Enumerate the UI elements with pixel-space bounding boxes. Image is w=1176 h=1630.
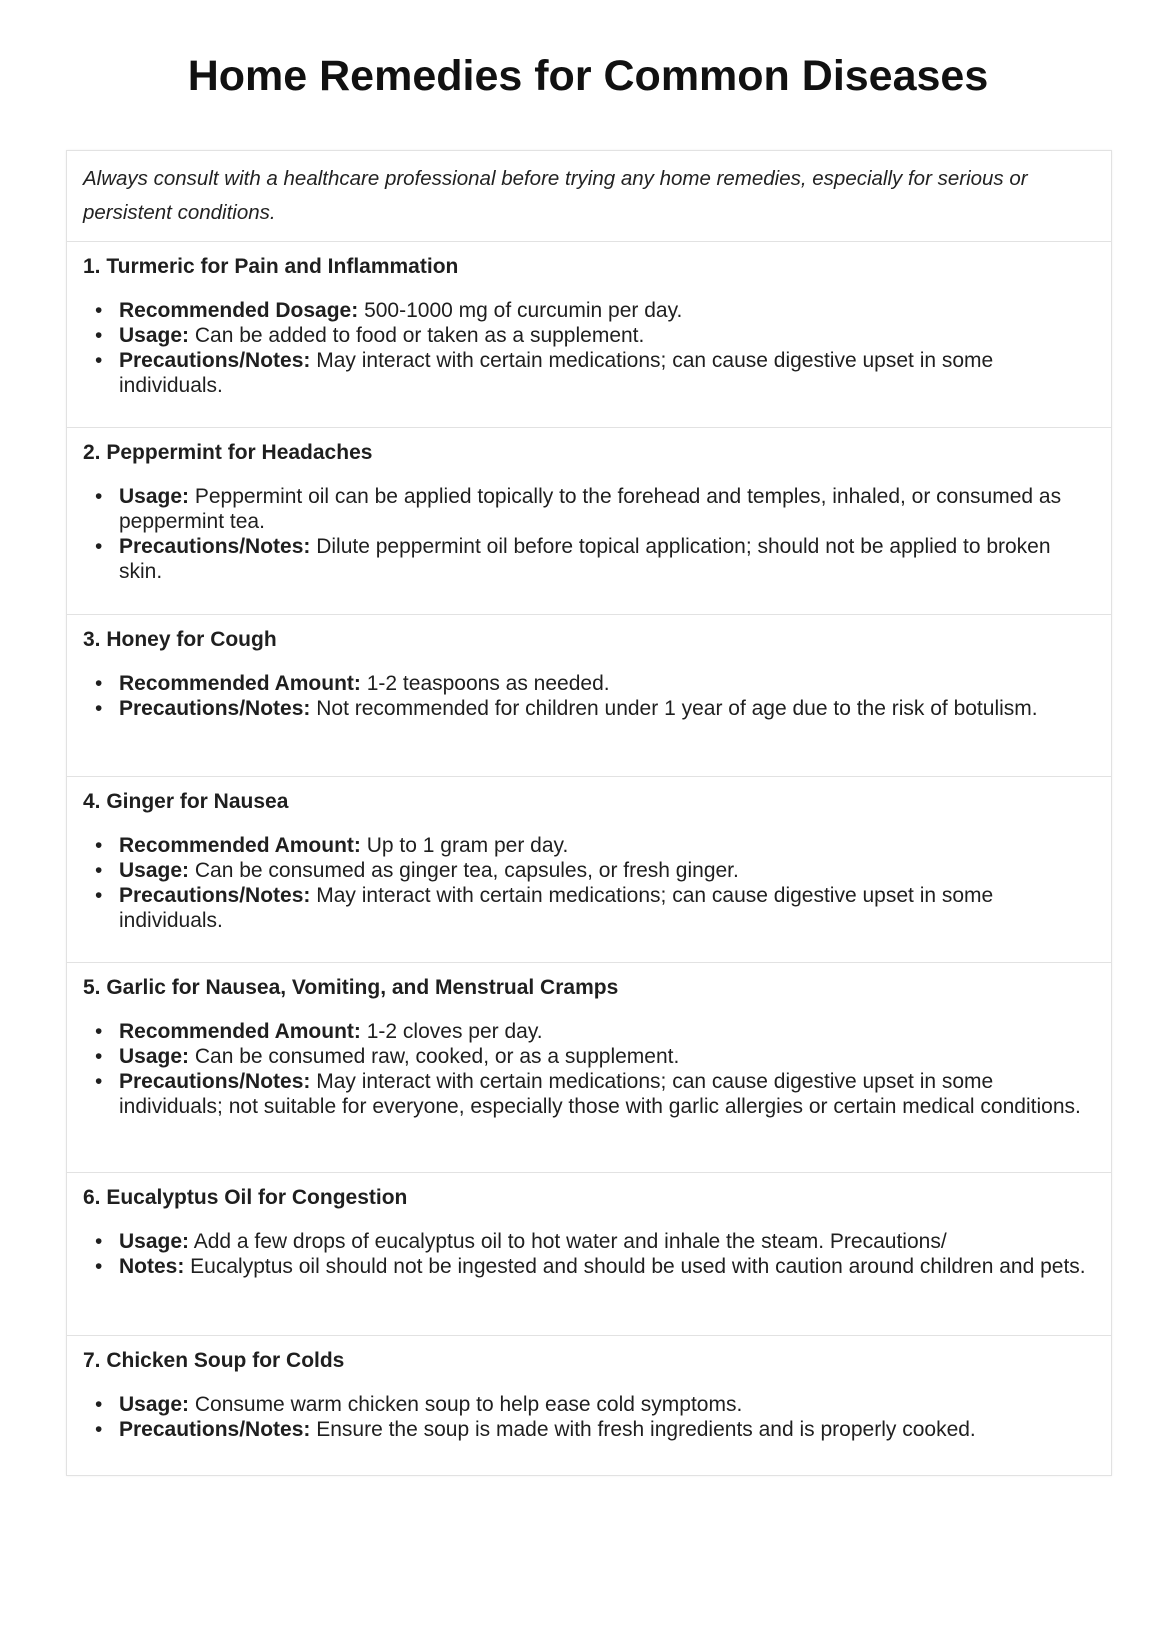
item-label: Precautions/Notes: <box>119 349 311 372</box>
item-text: Can be added to food or taken as a supplement. <box>189 324 645 347</box>
item-text: Up to 1 gram per day. <box>360 834 569 857</box>
remedy-section-ginger <box>67 777 1111 963</box>
remedy-heading: 7. Chicken Soup for Colds <box>83 1349 345 1372</box>
item-label: Precautions/Notes: <box>119 535 311 558</box>
bullet-icon: • <box>95 1255 103 1278</box>
item-label: Usage: <box>119 859 190 882</box>
remedy-section-chicken-soup <box>67 1336 1111 1475</box>
item-text: May interact with certain medications; can cause digestive upset in some individuals. <box>119 884 994 932</box>
remedy-heading: 6. Eucalyptus Oil for Congestion <box>83 1186 408 1209</box>
bullet-icon: • <box>95 672 103 695</box>
item-text: Dilute peppermint oil before topical application; should not be applied to broken skin. <box>119 535 1051 583</box>
bullet-icon: • <box>95 1230 103 1253</box>
bullet-icon: • <box>95 485 103 508</box>
item-label: Usage: <box>119 1393 190 1416</box>
remedies-card <box>66 150 1112 1476</box>
list-item <box>83 833 1095 858</box>
remedy-section-honey <box>67 615 1111 777</box>
item-label: Recommended Amount: <box>119 834 361 857</box>
bullet-icon: • <box>95 834 103 857</box>
item-label: Precautions/Notes: <box>119 884 311 907</box>
bullet-icon: • <box>95 535 103 558</box>
bullet-icon: • <box>95 884 103 907</box>
list-item <box>83 1019 1095 1044</box>
item-label: Precautions/Notes: <box>119 1418 311 1441</box>
list-item <box>83 883 1095 933</box>
item-text: Eucalyptus oil should not be ingested and should be used with caution around children and pets. <box>184 1255 1086 1278</box>
item-text: Can be consumed raw, cooked, or as a supplement. <box>189 1045 680 1068</box>
list-item <box>83 348 1095 398</box>
list-item <box>83 1044 1095 1069</box>
item-text: May interact with certain medications; can cause digestive upset in some individuals. <box>119 349 994 397</box>
item-text: Add a few drops of eucalyptus oil to hot water and inhale the steam. Precautions/ <box>189 1230 947 1253</box>
remedy-list <box>83 466 1095 584</box>
list-item <box>83 1254 1095 1279</box>
item-label: Notes: <box>119 1255 185 1278</box>
list-item <box>83 671 1095 696</box>
item-text: Peppermint oil can be applied topically to the forehead and temples, inhaled, or consumed as peppermint tea. <box>119 485 1062 533</box>
list-item <box>83 484 1095 534</box>
bullet-icon: • <box>95 1020 103 1043</box>
item-text: Ensure the soup is made with fresh ingredients and is properly cooked. <box>310 1418 976 1441</box>
item-text: Consume warm chicken soup to help ease cold symptoms. <box>189 1393 743 1416</box>
item-text: May interact with certain medications; can cause digestive upset in some individuals; not suitable for everyone, especially those with garlic allergies or certain medical conditions. <box>119 1070 1081 1118</box>
remedy-heading: 1. Turmeric for Pain and Inflammation <box>83 255 459 278</box>
item-text: Not recommended for children under 1 year of age due to the risk of botulism. <box>310 697 1038 720</box>
list-item <box>83 1417 1095 1442</box>
remedy-list <box>83 653 1095 721</box>
disclaimer-section <box>67 151 1111 242</box>
disclaimer-text: Always consult with a healthcare professional before trying any home remedies, especially for serious or persistent conditions. <box>83 167 1028 224</box>
item-text: Can be consumed as ginger tea, capsules, or fresh ginger. <box>189 859 739 882</box>
list-item <box>83 1392 1095 1417</box>
item-label: Usage: <box>119 1230 190 1253</box>
item-label: Usage: <box>119 1045 190 1068</box>
item-label: Recommended Amount: <box>119 1020 361 1043</box>
item-label: Usage: <box>119 485 190 508</box>
bullet-icon: • <box>95 1070 103 1093</box>
page-title: Home Remedies for Common Diseases <box>187 52 989 100</box>
bullet-icon: • <box>95 859 103 882</box>
list-item <box>83 298 1095 323</box>
item-label: Recommended Dosage: <box>119 299 359 322</box>
item-text: 1-2 teaspoons as needed. <box>360 672 610 695</box>
bullet-icon: • <box>95 1045 103 1068</box>
bullet-icon: • <box>95 1393 103 1416</box>
item-text: 500-1000 mg of curcumin per day. <box>358 299 683 322</box>
remedy-heading: 3. Honey for Cough <box>83 628 277 651</box>
remedy-heading: 2. Peppermint for Headaches <box>83 441 373 464</box>
item-label: Usage: <box>119 324 190 347</box>
item-label: Recommended Amount: <box>119 672 361 695</box>
list-item <box>83 534 1095 584</box>
remedy-list <box>83 1211 1095 1279</box>
remedy-section-eucalyptus <box>67 1173 1111 1336</box>
bullet-icon: • <box>95 299 103 322</box>
item-label: Precautions/Notes: <box>119 697 311 720</box>
item-text: 1-2 cloves per day. <box>360 1020 543 1043</box>
remedy-heading: 5. Garlic for Nausea, Vomiting, and Menstrual Cramps <box>83 976 619 999</box>
remedy-list <box>83 815 1095 933</box>
list-item <box>83 1069 1095 1119</box>
bullet-icon: • <box>95 349 103 372</box>
item-label: Precautions/Notes: <box>119 1070 311 1093</box>
bullet-icon: • <box>95 1418 103 1441</box>
list-item <box>83 1229 1095 1254</box>
remedy-section-peppermint <box>67 428 1111 615</box>
remedy-section-turmeric <box>67 242 1111 428</box>
bullet-icon: • <box>95 697 103 720</box>
list-item <box>83 858 1095 883</box>
remedy-list <box>83 1001 1095 1119</box>
remedy-section-garlic <box>67 963 1111 1173</box>
bullet-icon: • <box>95 324 103 347</box>
remedy-heading: 4. Ginger for Nausea <box>83 790 289 813</box>
list-item <box>83 323 1095 348</box>
remedy-list <box>83 1374 1095 1442</box>
list-item <box>83 696 1095 721</box>
remedy-list <box>83 280 1095 398</box>
